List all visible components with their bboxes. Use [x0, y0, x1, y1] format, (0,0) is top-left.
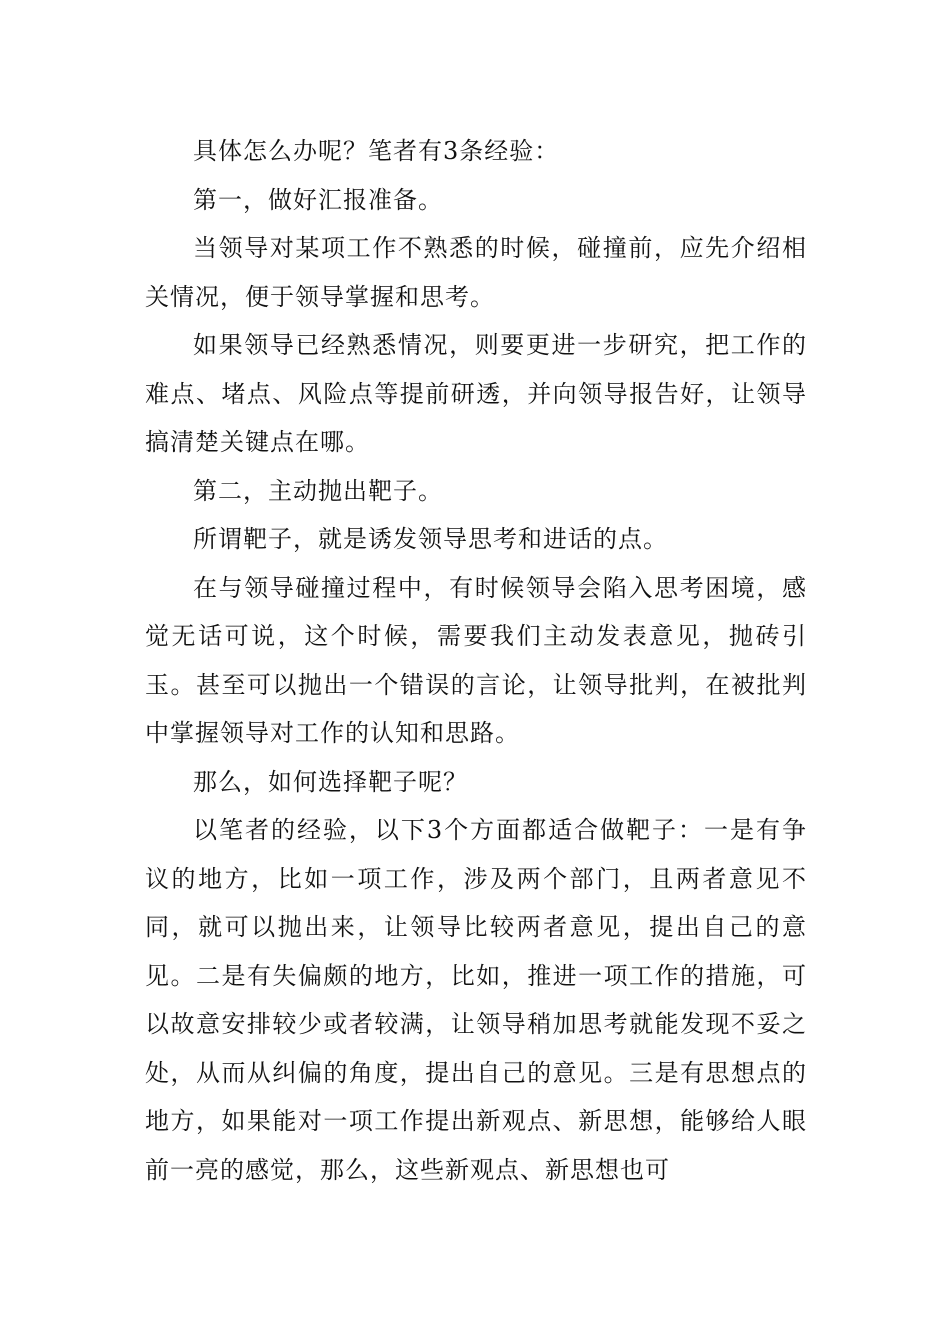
paragraph-5: 第二，主动抛出靶子。	[193, 476, 443, 505]
paragraph-4: 如果领导已经熟悉情况，则要更进一步研究，把工作的难点、堵点、风险点等提前研透，并向领导报告好，让领导搞清楚关键点在哪。	[145, 331, 807, 456]
paragraph-3: 当领导对某项工作不熟悉的时候，碰撞前，应先介绍相关情况，便于领导掌握和思考。	[145, 234, 807, 311]
paragraph-6: 所谓靶子，就是诱发领导思考和进话的点。	[193, 525, 668, 553]
paragraph-7: 在与领导碰撞过程中，有时候领导会陷入思考困境，感觉无话可说，这个时候，需要我们主动发表意见，抛砖引玉。甚至可以抛出一个错误的言论，让领导批判，在被批判中掌握领导对工作的认知和思路。	[145, 573, 807, 747]
paragraph-1: 具体怎么办呢？笔者有3条经验：	[193, 137, 560, 165]
paragraph-2: 第一，做好汇报准备。	[193, 185, 443, 214]
paragraph-8: 那么，如何选择靶子呢？	[193, 767, 468, 796]
document-body	[145, 127, 807, 1194]
paragraph-9: 以笔者的经验，以下3个方面都适合做靶子：一是有争议的地方，比如一项工作，涉及两个部门，且两者意见不同，就可以抛出来，让领导比较两者意见，提出自己的意见。二是有失偏颇的地方，比如，推进一项工作的措施，可以故意安排较少或者较满，让领导稍加思考就能发现不妥之处，从而从纠偏的角度，提出自己的意见。三是有思想点的地方，如果能对一项工作提出新观点、新思想，能够给人眼前一亮的感觉，那么，这些新观点、新思想也可	[145, 816, 807, 1184]
